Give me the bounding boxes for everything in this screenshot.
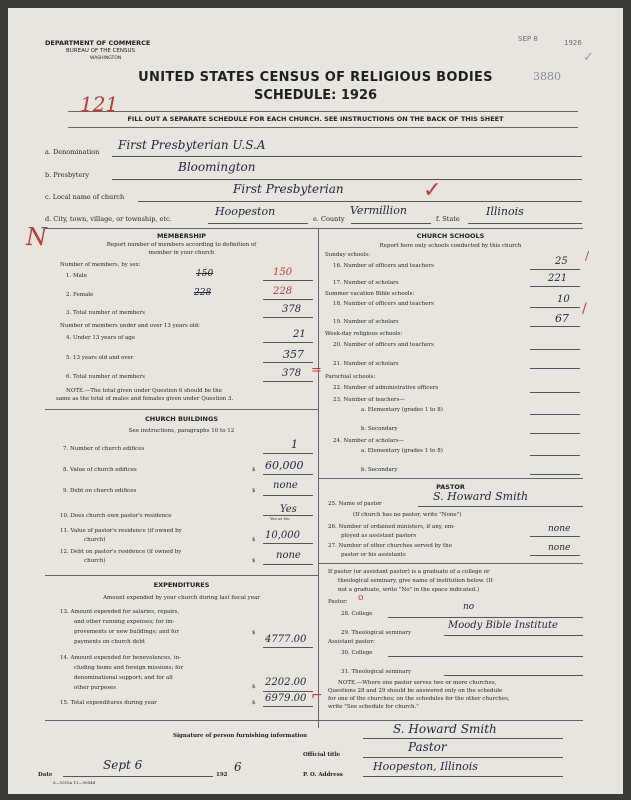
form-title: UNITED STATES CENSUS OF RELIGIOUS BODIES [138, 70, 493, 85]
local-church-name-value: First Presbyterian [233, 182, 344, 196]
county-label: e. County [313, 215, 345, 223]
weekday-schools-label: Week-day religious schools: [325, 331, 403, 337]
q2-female-value: 228 [273, 286, 293, 297]
q10-residence-value: Yes [280, 504, 297, 515]
signature-label: Signature of person furnishing information [173, 733, 308, 739]
q13-line-3: provements or new buildings; and for [74, 629, 179, 635]
stamped-number: 3880 [533, 70, 561, 83]
parochial-schools-label: Parochial schools: [325, 374, 376, 380]
q14-line-4: other purposes [74, 685, 117, 691]
red-check-icon: ✓ [423, 178, 442, 203]
margin-mark: N [26, 223, 47, 251]
q27-label-1: 27. Number of other churches served by the [328, 543, 452, 549]
q4-under13-label: 4. Under 13 years of age [66, 335, 136, 341]
print-code: 8—5518a 11—9084d [53, 780, 96, 785]
schools-heading: CHURCH SCHOOLS [416, 232, 485, 240]
pastor-note-3: for one of the churches; on the schedules for the other churches, [328, 696, 510, 702]
q28-value: no [463, 602, 475, 612]
q7-edifices-label: 7. Number of church edifices [63, 446, 145, 452]
q1-male-original: 150 [196, 269, 214, 279]
q24b-label: b. Secondary [361, 467, 398, 473]
under-over-label: Number of members under and over 13 years old: [60, 323, 200, 329]
received-stamp-year: 1926 [564, 39, 582, 47]
presbytery-label: b. Presbytery [45, 171, 90, 179]
q8-dollar-sign: $ [252, 467, 256, 473]
q26-value: none [548, 524, 571, 534]
year-value: 6 [234, 760, 242, 774]
q23b-label: b. Secondary [361, 426, 398, 432]
q18-value: 10 [557, 294, 570, 305]
q5-over13-label: 5. 13 years old and over [66, 355, 134, 361]
graduate-note-2: theological seminary, give name of institution below. (If [338, 578, 493, 584]
q9-debt-label: 9. Debt on church edifices [63, 488, 137, 494]
red-bracket-mark: ⌐ [311, 688, 323, 704]
state-label: f. State [436, 215, 460, 223]
red-circle-mark: o [358, 593, 364, 603]
sunday-schools-label: Sunday schools: [325, 252, 371, 258]
q13-line-2: and other running expenses; for im- [74, 619, 175, 625]
q28-label: 28. College [341, 611, 373, 617]
q11-label-2: church) [84, 537, 106, 543]
q24a-label: a. Elementary (grades 1 to 8) [361, 448, 443, 454]
signature-value: S. Howard Smith [393, 722, 497, 736]
q15-total-label: 15. Total expenditures during year [60, 700, 157, 706]
graduate-note-3: not a graduate, write "No" in the space indicated.) [338, 587, 480, 593]
q9-dollar-sign: $ [252, 488, 256, 494]
q31-label: 31. Theological seminary [341, 669, 412, 675]
buildings-subheading: See instructions, paragraphs 10 to 12 [128, 428, 235, 434]
q24-label: 24. Number of scholars— [333, 438, 405, 444]
membership-intro-2: member in your church [148, 250, 215, 256]
q13-dollar-sign: $ [252, 630, 256, 636]
department-heading: DEPARTMENT OF COMMERCE [45, 39, 151, 47]
po-address-label: P. O. Address [303, 772, 343, 778]
received-stamp-date: SEP 8 [518, 35, 538, 43]
q15-value: 6979.00 [265, 693, 307, 704]
state-value: Illinois [486, 205, 524, 218]
official-title-label: Official title [303, 752, 341, 758]
q30-label: 30. College [341, 650, 373, 656]
buildings-heading: CHURCH BUILDINGS [144, 415, 219, 423]
q27-label-2: pastor or his assistants [341, 552, 406, 558]
q25-label: 25. Name of pastor [328, 501, 382, 507]
q5-over13-value: 357 [283, 348, 304, 361]
q3-total-label: 3. Total number of members [66, 310, 146, 316]
q20-label: 20. Number of officers and teachers [333, 342, 434, 348]
q8-value: 60,000 [265, 459, 304, 472]
q10-yes-no-hint: Yes or No [270, 516, 290, 521]
expenditures-subheading: Amount expended by your church during last fiscal year [103, 595, 260, 601]
local-church-name-label: c. Local name of church [45, 193, 125, 201]
q2-female-label: 2. Female [66, 292, 94, 298]
q13-line-4: payments on church debt [74, 639, 145, 645]
graduate-note-1: If pastor (or assistant pastor) is a graduate of a college or [328, 569, 490, 575]
q12-label-2: church) [84, 558, 106, 564]
pastor-note-4: write "See schedule for church." [328, 704, 419, 710]
q11-value: 10,000 [265, 530, 300, 541]
official-title-value: Pastor [408, 740, 447, 754]
q7-edifices-value: 1 [291, 438, 298, 451]
pastor-heading: PASTOR [436, 483, 465, 491]
red-equals-mark: = [311, 363, 322, 378]
pastor-subhead: Pastor: [328, 599, 348, 605]
q6-total-value: 378 [282, 368, 302, 379]
q18-label: 18. Number of officers and teachers [333, 301, 434, 307]
presbytery-value: Bloomington [178, 160, 256, 174]
expenditures-heading: EXPENDITURES [153, 581, 210, 589]
q14-dollar-sign: $ [252, 684, 256, 690]
q12-dollar-sign: $ [252, 558, 256, 564]
membership-note-2: same as the total of males and females given under Question 3. [56, 396, 234, 402]
q23a-label: a. Elementary (grades 1 to 8) [361, 407, 443, 413]
membership-note-1: NOTE.—The total given under Question 6 should be the [66, 388, 222, 394]
q14-value: 2202.00 [265, 677, 307, 688]
city-value: Hoopeston [215, 205, 276, 218]
pastor-note-2: Questions 28 and 29 should be answered only on the schedule [328, 688, 503, 694]
q14-line-3: denominational support; and for all [74, 675, 173, 681]
q1-male-value: 150 [273, 267, 293, 278]
q14-line-1: 14. Amount expended for benevolences, in- [60, 655, 181, 661]
q27-value: none [548, 543, 571, 553]
q26-label-1: 26. Number of ordained ministers, if any, em- [328, 524, 455, 530]
q11-dollar-sign: $ [252, 537, 256, 543]
q29-label: 29. Theological seminary [341, 630, 412, 636]
q8-value-label: 8. Value of church edifices [63, 467, 137, 473]
census-schedule-form [8, 8, 623, 794]
q19-label: 19. Number of scholars [333, 319, 399, 325]
q2-female-original: 228 [194, 288, 212, 298]
q1-male-label: 1. Male [66, 273, 87, 279]
q12-label-1: 12. Debt on pastor's residence (if owned by [60, 549, 182, 555]
q3-total-value: 378 [282, 304, 302, 315]
county-value: Vermillion [350, 204, 407, 217]
instruction-line: FILL OUT A SEPARATE SCHEDULE FOR EACH CHURCH. SEE INSTRUCTIONS ON THE BACK OF THIS SHEET [127, 115, 504, 123]
form-subtitle: SCHEDULE: 1926 [253, 88, 378, 103]
assistant-pastor-subhead: Assistant pastor: [328, 639, 375, 645]
year-prefix: 192 [216, 772, 228, 778]
date-value: Sept 6 [103, 758, 143, 772]
red-tick-19: / [582, 301, 587, 317]
q4-under13-value: 21 [293, 329, 306, 340]
q26-label-2: ployed as assistant pastors [341, 533, 417, 539]
date-label: Date [38, 772, 53, 778]
membership-intro-1: Report number of members according to definition of [106, 242, 257, 248]
q15-dollar-sign: $ [252, 700, 256, 706]
q22-label: 22. Number of administrative officers [333, 385, 439, 391]
q19-value: 67 [555, 312, 569, 325]
q29-value: Moody Bible Institute [448, 620, 558, 631]
q11-label-1: 11. Value of pastor's residence (if owned by [60, 528, 182, 534]
q17-value: 221 [548, 273, 568, 284]
q13-value: 4777.00 [265, 634, 307, 645]
po-address-value: Hoopeston, Illinois [373, 760, 478, 773]
q16-label: 16. Number of officers and teachers [333, 263, 434, 269]
membership-heading: MEMBERSHIP [156, 232, 207, 240]
red-tick-16: / [585, 249, 590, 263]
q9-debt-value: none [273, 480, 298, 491]
denomination-value: First Presbyterian U.S.A [118, 138, 266, 152]
q10-residence-label: 10. Does church own pastor's residence [60, 513, 172, 519]
q16-value: 25 [555, 256, 568, 267]
q17-label: 17. Number of scholars [333, 280, 399, 286]
schedule-number: 121 [80, 92, 119, 116]
q12-value: none [276, 550, 301, 561]
city-heading: WASHINGTON [90, 56, 122, 61]
q13-line-1: 13. Amount expended for salaries, repairs, [60, 609, 180, 615]
q25-pastor-name: S. Howard Smith [433, 490, 529, 503]
bureau-heading: BUREAU OF THE CENSUS [66, 48, 136, 54]
q23-label: 23. Number of teachers— [333, 397, 405, 403]
check-mark-icon: ✓ [583, 50, 594, 65]
q21-label: 21. Number of scholars [333, 361, 399, 367]
by-sex-label: Number of members, by sex: [60, 262, 141, 268]
pastor-note-1: NOTE.—Where one pastor serves two or more churches, [338, 680, 497, 686]
q14-line-2: cluding home and foreign missions; for [74, 665, 184, 671]
city-label: d. City, town, village, or township, etc. [45, 215, 172, 223]
q6-total-label: 6. Total number of members [66, 374, 146, 380]
summer-schools-label: Summer vacation Bible schools: [325, 291, 415, 297]
q25-note: (If church has no pastor, write "None") [353, 512, 462, 518]
denomination-label: a. Denomination [45, 148, 100, 156]
schools-intro: Report here only schools conducted by this church [379, 243, 522, 249]
